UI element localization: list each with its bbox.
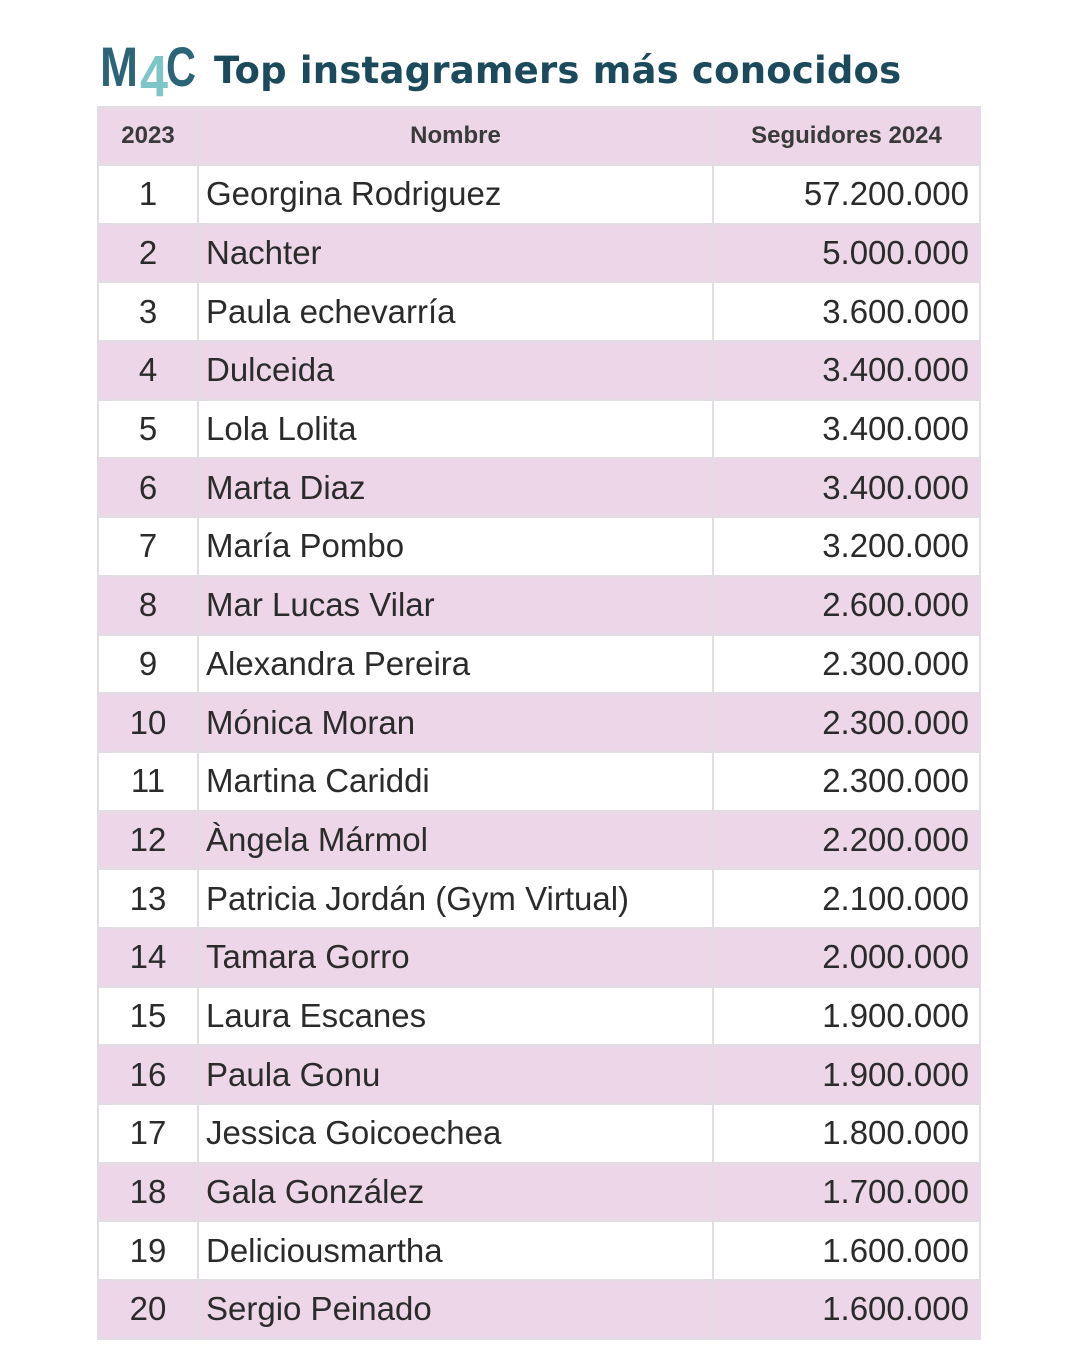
rank-cell: 18 (98, 1163, 198, 1222)
name-cell: Nachter (198, 224, 713, 283)
followers-cell: 1.700.000 (713, 1163, 980, 1222)
column-header-followers: Seguidores 2024 (713, 107, 980, 165)
name-cell: Georgina Rodriguez (198, 165, 713, 224)
rank-cell: 15 (98, 987, 198, 1046)
rank-cell: 17 (98, 1104, 198, 1163)
rank-cell: 13 (98, 869, 198, 928)
rank-cell: 20 (98, 1280, 198, 1339)
name-cell: Patricia Jordán (Gym Virtual) (198, 869, 713, 928)
table-row (98, 1221, 980, 1280)
table-row (98, 282, 980, 341)
table-row (98, 224, 980, 283)
table-row (98, 165, 980, 224)
rank-cell: 8 (98, 576, 198, 635)
followers-cell: 2.300.000 (713, 752, 980, 811)
followers-cell: 3.400.000 (713, 400, 980, 459)
followers-cell: 2.200.000 (713, 811, 980, 870)
table-row (98, 341, 980, 400)
table-row (98, 576, 980, 635)
rank-cell: 2 (98, 224, 198, 283)
name-cell: Àngela Mármol (198, 811, 713, 870)
column-header-year: 2023 (98, 107, 198, 165)
name-cell: Sergio Peinado (198, 1280, 713, 1339)
followers-cell: 1.800.000 (713, 1104, 980, 1163)
followers-cell: 5.000.000 (713, 224, 980, 283)
rank-cell: 1 (98, 165, 198, 224)
name-cell: Dulceida (198, 341, 713, 400)
name-cell: Alexandra Pereira (198, 635, 713, 694)
followers-cell: 2.300.000 (713, 693, 980, 752)
m4c-logo (100, 34, 200, 109)
name-cell: María Pombo (198, 517, 713, 576)
rank-cell: 4 (98, 341, 198, 400)
name-cell: Laura Escanes (198, 987, 713, 1046)
table-row (98, 458, 980, 517)
name-cell: Lola Lolita (198, 400, 713, 459)
followers-cell: 3.400.000 (713, 458, 980, 517)
rank-cell: 12 (98, 811, 198, 870)
name-cell: Jessica Goicoechea (198, 1104, 713, 1163)
followers-cell: 3.200.000 (713, 517, 980, 576)
table-row (98, 635, 980, 694)
table-row (98, 928, 980, 987)
rank-cell: 3 (98, 282, 198, 341)
followers-cell: 1.600.000 (713, 1280, 980, 1339)
name-cell: Paula Gonu (198, 1045, 713, 1104)
name-cell: Paula echevarría (198, 282, 713, 341)
header (100, 30, 901, 110)
ranking-table-container (97, 106, 979, 1340)
rank-cell: 11 (98, 752, 198, 811)
table-body (98, 165, 980, 1339)
followers-cell: 1.900.000 (713, 987, 980, 1046)
table-row (98, 811, 980, 870)
rank-cell: 5 (98, 400, 198, 459)
rank-cell: 10 (98, 693, 198, 752)
name-cell: Mar Lucas Vilar (198, 576, 713, 635)
rank-cell: 19 (98, 1221, 198, 1280)
name-cell: Tamara Gorro (198, 928, 713, 987)
table-header-row (98, 107, 980, 165)
rank-cell: 9 (98, 635, 198, 694)
followers-cell: 57.200.000 (713, 165, 980, 224)
followers-cell: 3.400.000 (713, 341, 980, 400)
table-row (98, 752, 980, 811)
table-row (98, 869, 980, 928)
followers-cell: 2.100.000 (713, 869, 980, 928)
name-cell: Martina Cariddi (198, 752, 713, 811)
svg-text:4: 4 (140, 44, 168, 109)
rank-cell: 14 (98, 928, 198, 987)
table-row (98, 987, 980, 1046)
name-cell: Deliciousmartha (198, 1221, 713, 1280)
rank-cell: 16 (98, 1045, 198, 1104)
table-row (98, 693, 980, 752)
followers-cell: 1.600.000 (713, 1221, 980, 1280)
svg-text:C: C (166, 35, 196, 98)
followers-cell: 2.600.000 (713, 576, 980, 635)
ranking-table (97, 106, 981, 1340)
table-row (98, 517, 980, 576)
table-row (98, 1280, 980, 1339)
page-title: Top instagramers más conocidos (214, 48, 902, 92)
svg-text:M: M (100, 35, 138, 98)
rank-cell: 6 (98, 458, 198, 517)
table-row (98, 1045, 980, 1104)
followers-cell: 2.300.000 (713, 635, 980, 694)
followers-cell: 3.600.000 (713, 282, 980, 341)
name-cell: Marta Diaz (198, 458, 713, 517)
table-row (98, 1104, 980, 1163)
column-header-name: Nombre (198, 107, 713, 165)
rank-cell: 7 (98, 517, 198, 576)
name-cell: Gala González (198, 1163, 713, 1222)
followers-cell: 1.900.000 (713, 1045, 980, 1104)
table-row (98, 1163, 980, 1222)
name-cell: Mónica Moran (198, 693, 713, 752)
followers-cell: 2.000.000 (713, 928, 980, 987)
table-row (98, 400, 980, 459)
